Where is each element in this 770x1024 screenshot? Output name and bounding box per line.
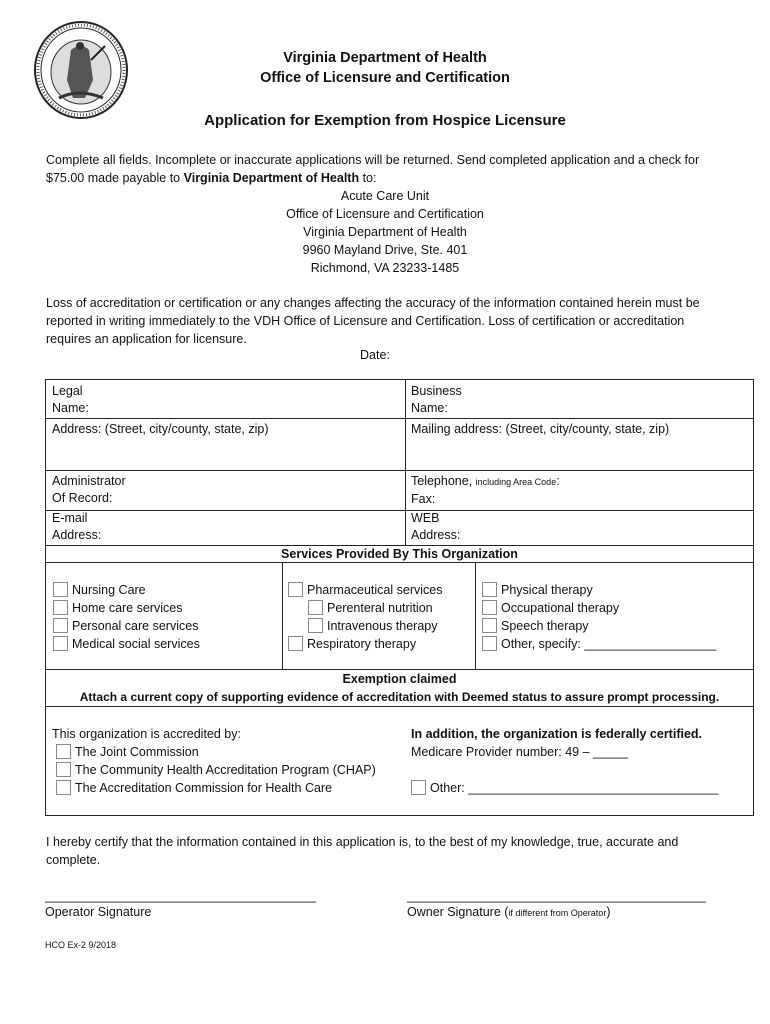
certification-statement [46,833,716,869]
service-perenteral-nutrition[interactable]: Perenteral nutrition [288,599,442,617]
exemption-subheading: Attach a current copy of supporting evidence of accreditation with Deemed status to assure prompt processing. [79,690,720,704]
instructions-line-2: $75.00 made payable to Virginia Department of Health to: [46,171,377,185]
notice-line: requires an application for licensure. [46,332,247,346]
date-label: Date: [360,348,390,362]
operator-signature-line[interactable]: _______________________________________ [45,889,317,903]
checkbox[interactable] [53,636,68,651]
checkbox[interactable] [53,618,68,633]
services-column-2 [288,581,442,653]
address-line: Office of Licensure and Certification [286,207,484,221]
other-accreditation-field[interactable]: Other: ____________________________________ [411,779,718,797]
accredited-label: This organization is accredited by: [52,727,241,741]
notice-paragraph [46,294,716,348]
owner-signature-line[interactable]: ___________________________________________ [407,889,706,903]
notice-line: Loss of accreditation or certification or any changes affecting the accuracy of the information contained herein must be [46,296,700,310]
address-line: Virginia Department of Health [303,225,467,239]
service-medical-social[interactable]: Medical social services [53,635,200,653]
form-title: Application for Exemption from Hospice Licensure [204,112,566,129]
form-code: HCO Ex-2 9/2018 [45,940,117,950]
accreditor-joint-commission[interactable]: The Joint Commission [52,743,376,761]
address-field[interactable]: Address: (Street, city/county, state, zip) [52,422,269,436]
certify-line: I hereby certify that the information contained in this application is, to the best of my knowledge, true, accurate and [46,835,679,849]
checkbox[interactable] [288,582,303,597]
service-home-care[interactable]: Home care services [53,599,200,617]
service-speech-therapy[interactable]: Speech therapy [482,617,716,635]
department-title: Virginia Department of Health [283,50,487,66]
accreditor-chap[interactable]: The Community Health Accreditation Program (CHAP) [52,761,376,779]
office-title: Office of Licensure and Certification [260,70,510,86]
service-physical-therapy[interactable]: Physical therapy [482,581,716,599]
services-column-3 [482,581,716,653]
service-occupational-therapy[interactable]: Occupational therapy [482,599,716,617]
checkbox[interactable] [56,762,71,777]
checkbox[interactable] [308,618,323,633]
email-field[interactable]: E-mail Address: [52,511,102,542]
checkbox[interactable] [308,600,323,615]
instructions-line-1: Complete all fields. Incomplete or inaccurate applications will be returned. Send completed application and a check for [46,153,700,167]
checkbox[interactable] [53,582,68,597]
checkbox[interactable] [288,636,303,651]
operator-signature-label: Operator Signature [45,905,152,919]
address-line: Richmond, VA 23233-1485 [310,261,460,275]
accreditor-achc[interactable]: The Accreditation Commission for Health Care [52,779,376,797]
medicare-provider-field[interactable]: Medicare Provider number: 49 – _____ [411,745,628,759]
checkbox[interactable] [56,780,71,795]
service-intravenous-therapy[interactable]: Intravenous therapy [288,617,442,635]
service-nursing-care[interactable]: Nursing Care [53,581,200,599]
legal-name-field[interactable]: Legal Name: [52,384,89,415]
federal-certification-section [411,725,718,797]
address-line: Acute Care Unit [340,189,430,203]
business-name-field[interactable]: Business Name: [411,384,462,415]
owner-signature-label: Owner Signature (if different from Operator) [407,905,611,919]
checkbox[interactable] [53,600,68,615]
mailing-address-block [200,187,570,277]
service-pharmaceutical[interactable]: Pharmaceutical services [288,581,442,599]
service-personal-care[interactable]: Personal care services [53,617,200,635]
certify-line: complete. [46,853,101,867]
checkbox[interactable] [482,600,497,615]
telephone-fax-field[interactable]: Telephone, including Area Code: Fax: [411,474,560,506]
instructions [46,151,716,187]
services-column-1 [53,581,200,653]
exemption-heading: Exemption claimed [342,672,457,686]
notice-line: reported in writing immediately to the VDH Office of Licensure and Certification. Loss of certification or accreditation [46,314,685,328]
checkbox[interactable] [482,582,497,597]
address-line: 9960 Mayland Drive, Ste. 401 [302,243,468,257]
administrator-field[interactable]: Administrator Of Record: [52,474,126,505]
service-other-specify[interactable]: Other, specify: ___________________ [482,635,716,653]
checkbox[interactable] [482,636,497,651]
checkbox[interactable] [411,780,426,795]
checkbox[interactable] [482,618,497,633]
payee-name: Virginia Department of Health [183,171,360,185]
fax-field[interactable]: Fax: [411,492,436,506]
accreditation-section [52,725,376,797]
mailing-address-field[interactable]: Mailing address: (Street, city/county, state, zip) [411,422,670,436]
federal-label: In addition, the organization is federally certified. [411,727,703,741]
virginia-seal-logo [33,20,129,120]
web-address-field[interactable]: WEB Address: [411,511,461,542]
service-respiratory-therapy[interactable]: Respiratory therapy [288,635,442,653]
services-heading: Services Provided By This Organization [281,547,518,561]
checkbox[interactable] [56,744,71,759]
